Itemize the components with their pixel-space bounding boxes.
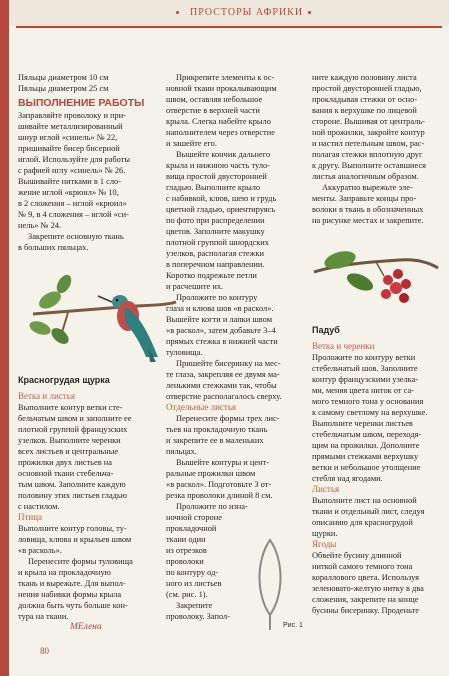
paragraph: Выполните лист на основной ткани и отдельный лист, следуя описанию для красногрудой щурки.	[312, 496, 425, 538]
materials-line: Пяльцы диаметром 25 см	[18, 84, 109, 93]
paragraph: Перенесите формы туловища и крыла на прокладочную ткань и вырежьте. Для выпол- нения набивки формы крыла должна быть чуть больше кон- тура на ткани.	[18, 557, 133, 621]
paragraph: Обвейте бусину длинной ниткой самого темного тона кораллового цвета. Используя зеленовато-желтую нитку в два сложения, закрепите на конце бусины бисеринку. Проденьте	[312, 551, 424, 615]
holly-illustration	[310, 242, 442, 322]
paragraph: Пришейте бисеринку на мес- те глаза, закрепляя ее двумя ма- ленькими стежками так, чтобы отверстие располагалось сверху.	[166, 359, 282, 401]
section-title: ПРОСТОРЫ АФРИКИ	[190, 7, 304, 18]
project-title: Красногрудая щурка	[18, 375, 110, 385]
paragraph: Выполните контур головы, ту- ловища, клюва и крыльев швом «в расколь».	[18, 524, 132, 555]
column-1	[18, 72, 164, 253]
project-title: Падуб	[312, 325, 340, 335]
header-dot-left	[176, 11, 179, 14]
header-rule	[16, 26, 442, 28]
subheading: Отдельные листья	[166, 402, 237, 412]
figure-label: Рис. 1	[283, 622, 303, 629]
paragraph: Заправляйте проволоку и при- шивайте металлизированный шнур иглой «синель» № 22, пришивайте бисер бисерной иглой. Используйте для работы с рафией иглу «синель» № 26. Вышивайте нитками в 1 сло- жение иглой «крюил» № 10, в 2 сложения – иглой «крюил» № 9, в 4 сложения – иглой «си- нель» № 24.	[18, 111, 131, 230]
leaf-wire-figure	[250, 535, 290, 635]
paragraph: ните каждую половину листа простой двусторонней гладью, прокладывая стежки от осно- вания к верхушке по лицевой стороне. Вышивая от централь- ной прожилки, закройте контур и настил петельным швом, рас- полагая стежки вплотную друг к другу. Выполните оставшиеся листья аналогичным образом.	[312, 73, 427, 181]
header-dot-right	[308, 11, 311, 14]
left-color-strip	[0, 0, 9, 676]
paragraph: Закрепите основную ткань в больших пяльцах.	[18, 232, 124, 252]
subheading: Птица	[18, 512, 43, 522]
paragraph: Вышейте кончик дальнего крыла и нижнюю часть туло- вища простой двусторонней гладью. Выполните крыло с набивкой, клюв, шею и грудь цветной гладью, ориентируясь по фото при распределении цветов. Заполните макушку плотной группой шнордских узелков, располагая стежки в поперечном направлении. Коротко подрежьте петли и расчешите их.	[166, 150, 277, 291]
subheading: Ягоды	[312, 539, 337, 549]
column-3-bottom	[312, 325, 440, 616]
author-signature: МЕлена	[70, 622, 102, 632]
column-1-bottom	[18, 375, 164, 633]
paragraph: Вышейте контуры и цент- ральные прожилки швом «в раскол». Подготовьте 3 от- резка проволоки длиной 8 см.	[166, 458, 273, 500]
subheading: Ветка и листья	[18, 391, 75, 401]
paragraph: Закрепите проволоку. Запол-	[166, 601, 231, 621]
paragraph: Выполните контур ветки сте- бельчатым швом и заполните ее плотной группой французских узелков. Выполните черенки всех листьев и центральные прожилки двух листьев на основной ткани стебельча- тым швом. Заполните каждую половину этих листьев гладью с настилом.	[18, 403, 132, 511]
page-number: 80	[40, 646, 49, 656]
paragraph: Проложите по изна- ночной стороне прокладочной ткани один из отрезков проволоки по контуру од- ного из листьев (см. рис. 1).	[166, 502, 248, 599]
subheading: Ветка и черенки	[312, 341, 375, 351]
materials-line: Пяльцы диаметром 10 см	[18, 73, 109, 82]
paragraph: Прикрепите элементы к ос- новной ткани прокалывающим швом, оставляя небольшое отверстие в верхней части крыла. Слегка набейте крыло наполнителем через отверстие и зашейте его.	[166, 73, 277, 148]
paragraph: Аккуратно вырежьте эле- менты. Заправьте концы про- волоки в ткань в обозначенных на рисунке местах и закрепите.	[312, 183, 424, 225]
subheading: Листья	[312, 484, 340, 494]
paragraph: Перенесите формы трех лис- тьев на прокладочную ткань и закрепите ее в маленьких пяльцах.	[166, 414, 280, 456]
bee-eater-illustration	[28, 262, 178, 362]
instructions-heading: ВЫПОЛНЕНИЕ РАБОТЫ	[18, 97, 145, 109]
paragraph: Проложите по контуру ветки стебельчатый шов. Заполните контур французскими узелка- ми, меняя цвета ниток от са- мого темного тона у основания к самому светлому на верхушке. Выполните черенки листьев стебельчатым швом, переходя- щим на прожилки. Дополните прямыми стежками верхушку ветки и небольшое утолщение стебля над ягодами.	[312, 353, 428, 483]
column-3	[312, 72, 440, 226]
paragraph: Проложите по контуру глаза и клюва шов «в раскол». Вышейте когти и лапки швом «в раскол», затем добавьте 3–4 прямых стежка в нижней части туловища.	[166, 293, 278, 357]
